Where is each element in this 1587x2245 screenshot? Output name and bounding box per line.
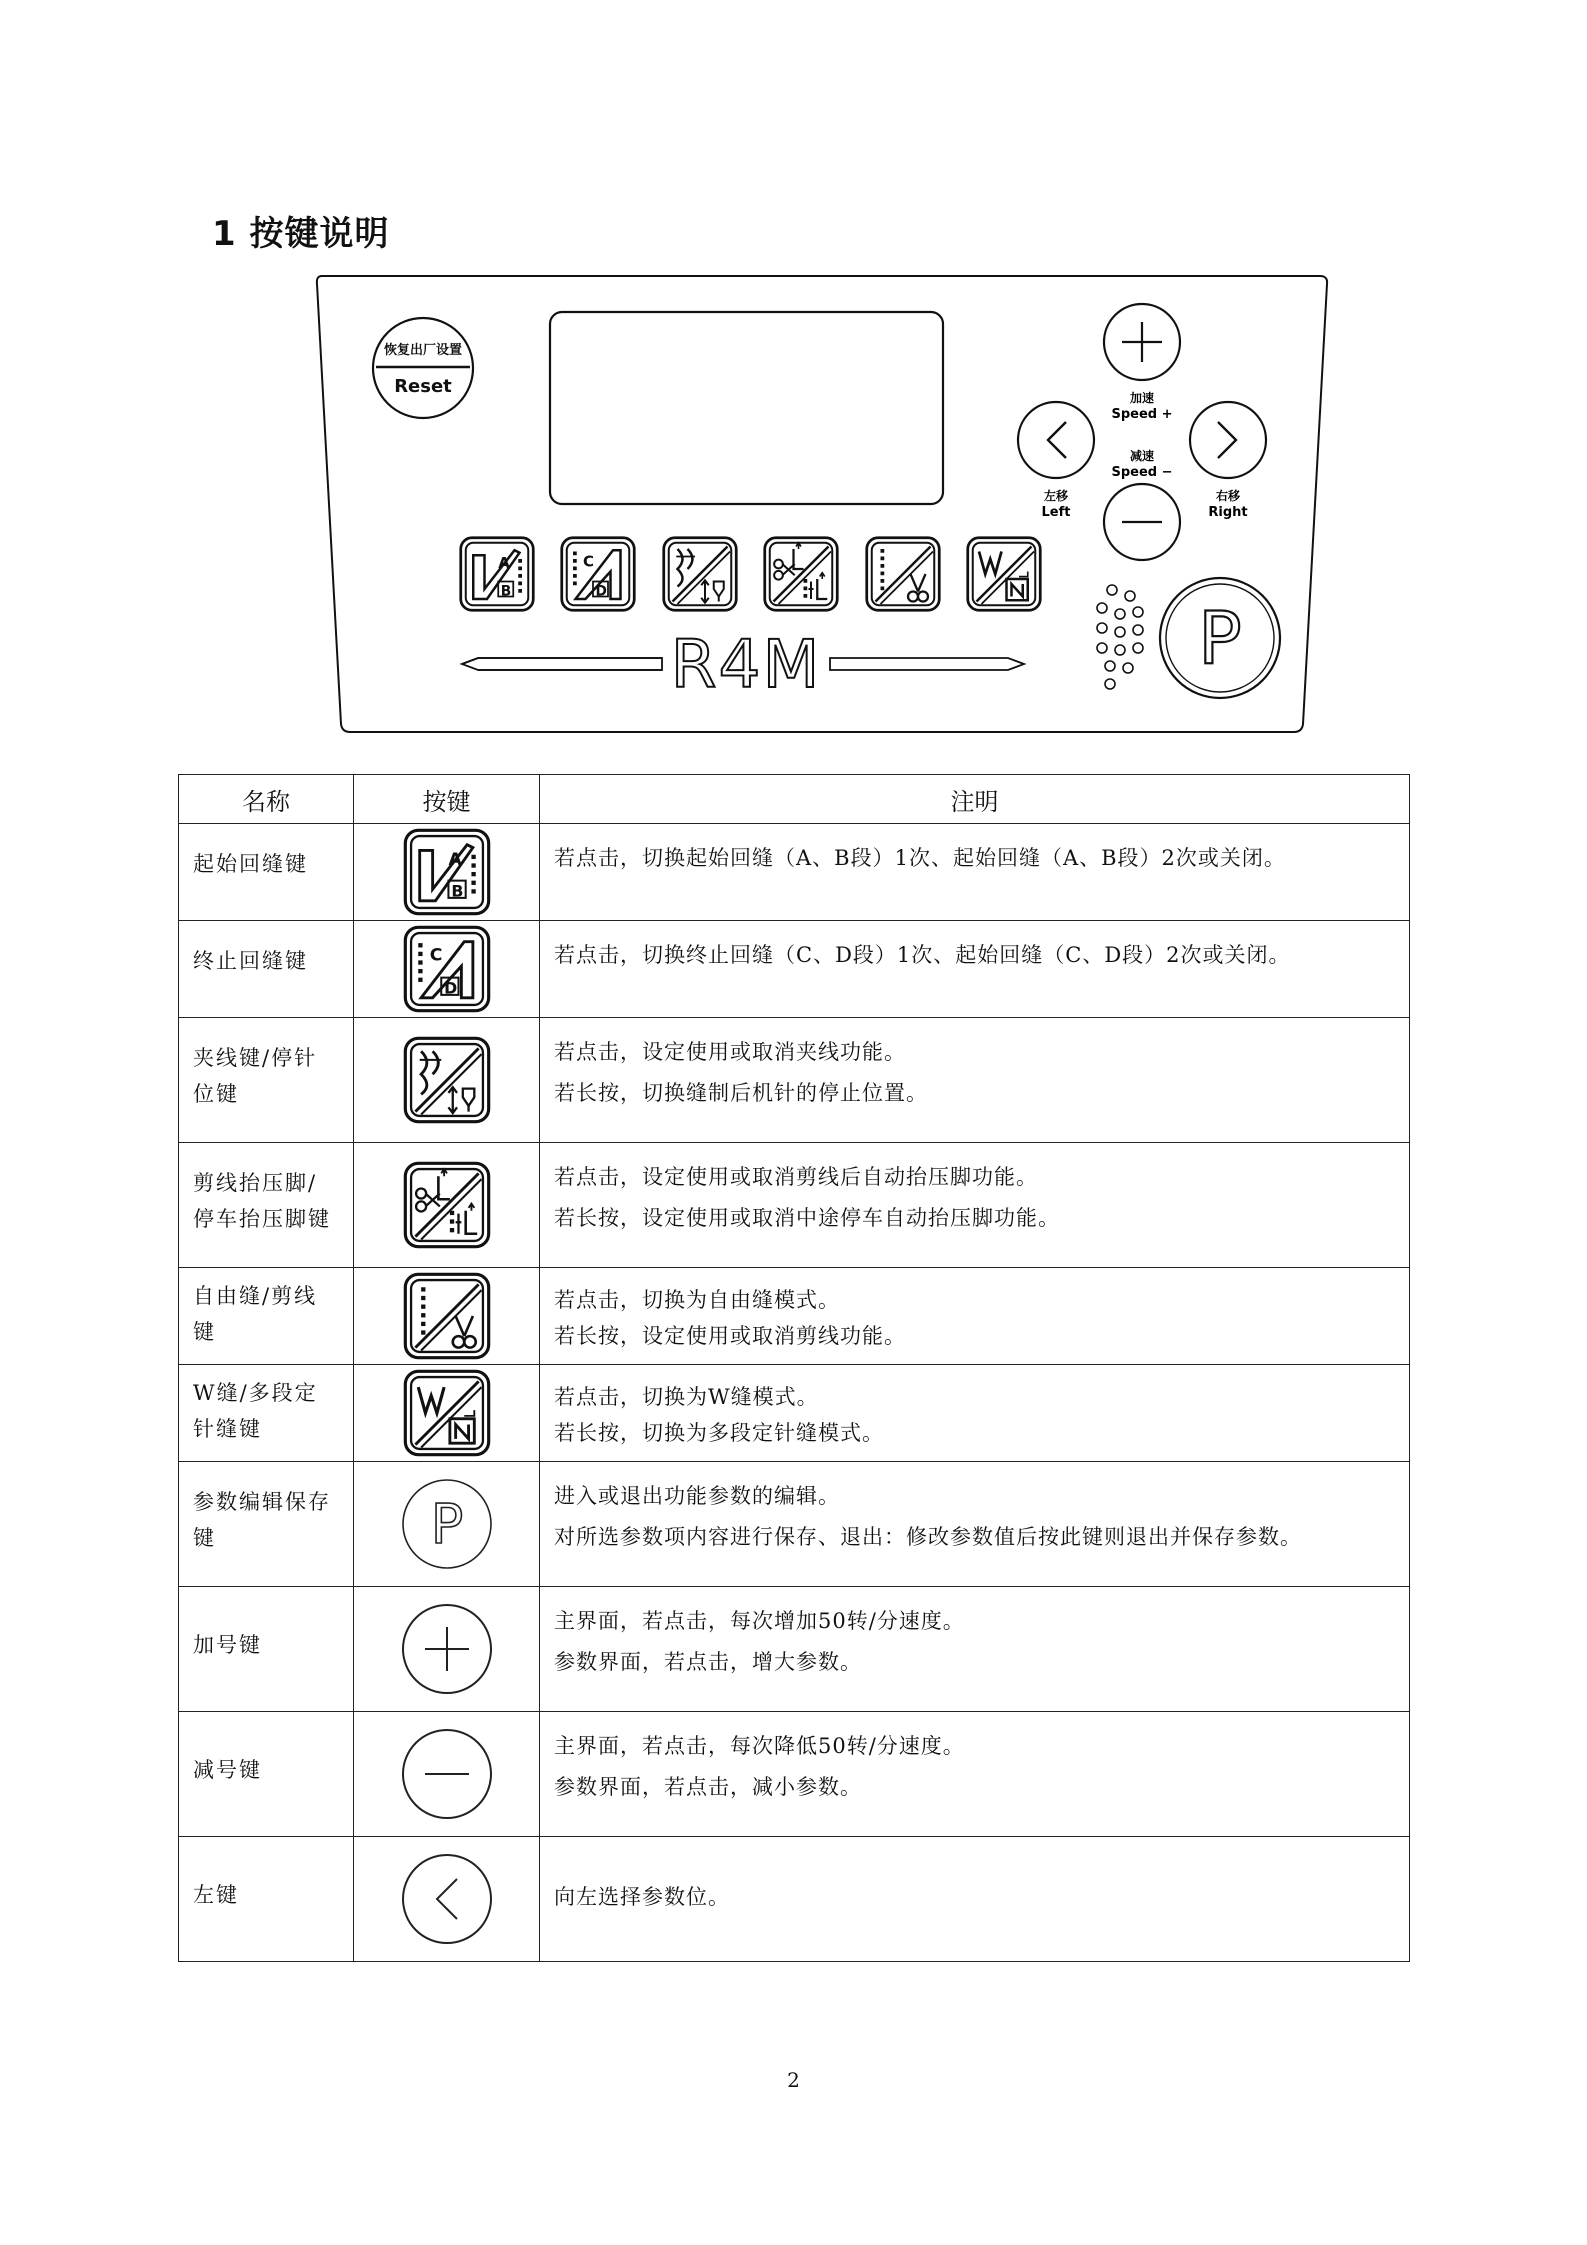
key-note: 若点击，切换起始回缝（A、B段）1次、起始回缝（A、B段）2次或关闭。 bbox=[540, 824, 1410, 921]
key-note: 进入或退出功能参数的编辑。 对所选参数项内容进行保存、退出：修改参数值后按此键则退出并保存参数。 bbox=[540, 1462, 1410, 1587]
key-note: 若点击，切换为W缝模式。 若长按，切换为多段定针缝模式。 bbox=[540, 1365, 1410, 1462]
key-name: 剪线抬压脚/停车抬压脚键 bbox=[179, 1143, 354, 1268]
plus-key-icon bbox=[399, 1601, 495, 1697]
key-description-table bbox=[178, 774, 1410, 1962]
free-sew-trim-icon bbox=[400, 1270, 494, 1362]
start-backtack-icon bbox=[400, 826, 494, 918]
svg-text:Left: Left bbox=[1041, 505, 1071, 520]
table-row bbox=[179, 1462, 1410, 1587]
page-title: 1 按键说明 bbox=[212, 214, 390, 254]
key-icon-cell bbox=[354, 1587, 540, 1712]
table-header-row bbox=[179, 775, 1410, 824]
key-note: 向左选择参数位。 bbox=[540, 1837, 1410, 1962]
header-name: 名称 bbox=[179, 775, 354, 824]
page-number: 2 bbox=[787, 2068, 800, 2092]
table-row bbox=[179, 1143, 1410, 1268]
key-name: 参数编辑保存键 bbox=[179, 1462, 354, 1587]
table-row bbox=[179, 1587, 1410, 1712]
key-icon-cell bbox=[354, 1143, 540, 1268]
table-row bbox=[179, 1712, 1410, 1837]
panel-right-button bbox=[1190, 402, 1266, 520]
key-name: W缝/多段定针缝键 bbox=[179, 1365, 354, 1462]
key-icon-cell bbox=[354, 1365, 540, 1462]
key-name: 左键 bbox=[179, 1837, 354, 1962]
key-note: 若点击，切换终止回缝（C、D段）1次、起始回缝（C、D段）2次或关闭。 bbox=[540, 921, 1410, 1018]
svg-text:P: P bbox=[1198, 596, 1242, 680]
svg-text:Reset: Reset bbox=[394, 376, 452, 397]
p-key-icon bbox=[399, 1476, 495, 1572]
key-icon-cell bbox=[354, 1018, 540, 1143]
svg-text:恢复出厂设置: 恢复出厂设置 bbox=[383, 343, 463, 358]
thread-clamp-icon bbox=[400, 1034, 494, 1126]
panel-reset-button bbox=[373, 318, 473, 418]
key-note: 主界面，若点击，每次降低50转/分速度。 参数界面，若点击，减小参数。 bbox=[540, 1712, 1410, 1837]
svg-text:左移: 左移 bbox=[1043, 489, 1069, 503]
svg-text:Speed +: Speed + bbox=[1111, 407, 1173, 422]
svg-text:P: P bbox=[430, 1493, 463, 1556]
panel-p-button bbox=[1160, 578, 1280, 698]
svg-text:加速: 加速 bbox=[1129, 391, 1155, 405]
key-icon-cell bbox=[354, 921, 540, 1018]
key-name: 夹线键/停针位键 bbox=[179, 1018, 354, 1143]
key-note: 若点击，设定使用或取消夹线功能。 若长按，切换缝制后机针的停止位置。 bbox=[540, 1018, 1410, 1143]
key-note: 若点击，切换为自由缝模式。 若长按，设定使用或取消剪线功能。 bbox=[540, 1268, 1410, 1365]
panel-left-button bbox=[1018, 402, 1094, 520]
w-seam-icon bbox=[400, 1367, 494, 1459]
key-icon-cell bbox=[354, 1268, 540, 1365]
table-row bbox=[179, 1268, 1410, 1365]
panel-display bbox=[550, 312, 943, 504]
panel-minus-button bbox=[1104, 448, 1180, 560]
trim-presser-icon bbox=[400, 1159, 494, 1251]
key-name: 减号键 bbox=[179, 1712, 354, 1837]
panel-brand bbox=[462, 626, 1024, 703]
svg-text:减速: 减速 bbox=[1129, 449, 1155, 463]
table-row bbox=[179, 1365, 1410, 1462]
key-icon-cell bbox=[354, 1462, 540, 1587]
key-name: 终止回缝键 bbox=[179, 921, 354, 1018]
svg-text:Speed −: Speed − bbox=[1111, 465, 1173, 480]
table-row bbox=[179, 1018, 1410, 1143]
table-row bbox=[179, 921, 1410, 1018]
key-name: 加号键 bbox=[179, 1587, 354, 1712]
table-row bbox=[179, 1837, 1410, 1962]
key-name: 自由缝/剪线键 bbox=[179, 1268, 354, 1365]
panel-plus-button bbox=[1104, 304, 1180, 422]
minus-key-icon bbox=[399, 1726, 495, 1822]
left-key-icon bbox=[399, 1851, 495, 1947]
key-note: 若点击，设定使用或取消剪线后自动抬压脚功能。 若长按，设定使用或取消中途停车自动抬压脚功能。 bbox=[540, 1143, 1410, 1268]
key-icon-cell bbox=[354, 1837, 540, 1962]
end-backtack-icon bbox=[400, 923, 494, 1015]
panel-speaker-grille bbox=[1097, 585, 1143, 689]
key-icon-cell bbox=[354, 1712, 540, 1837]
header-key: 按键 bbox=[354, 775, 540, 824]
key-icon-cell bbox=[354, 824, 540, 921]
key-note: 主界面，若点击，每次增加50转/分速度。 参数界面，若点击，增大参数。 bbox=[540, 1587, 1410, 1712]
control-panel-illustration bbox=[310, 272, 1335, 737]
header-note: 注明 bbox=[540, 775, 1410, 824]
svg-text:右移: 右移 bbox=[1215, 489, 1241, 503]
table-row bbox=[179, 824, 1410, 921]
key-name: 起始回缝键 bbox=[179, 824, 354, 921]
svg-text:Right: Right bbox=[1208, 505, 1248, 520]
svg-text:R4M: R4M bbox=[670, 626, 822, 703]
